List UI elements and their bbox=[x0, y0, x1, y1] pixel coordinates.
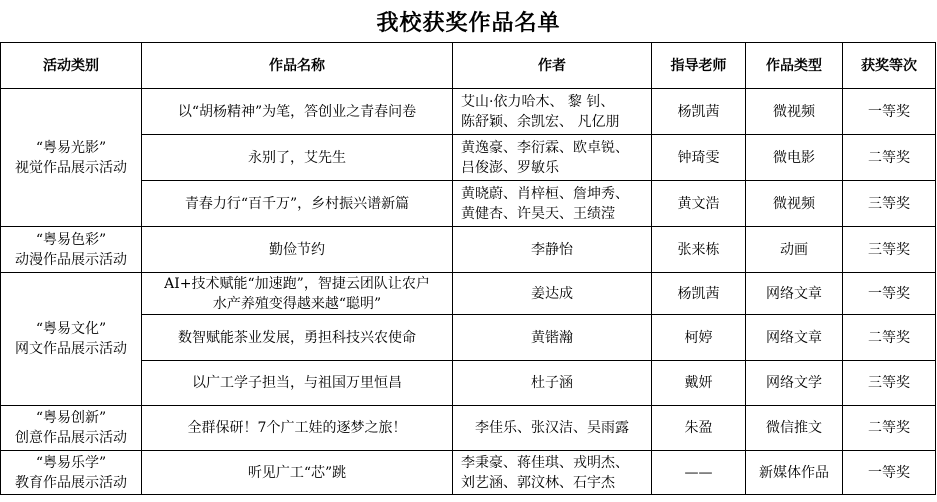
authors-cell: 李佳乐、张汉洁、吴雨露 bbox=[453, 406, 652, 451]
award-table bbox=[0, 42, 936, 495]
work-cell: 以广工学子担当，与祖国万里恒昌 bbox=[142, 361, 453, 406]
teacher-cell: 张来栋 bbox=[652, 227, 746, 273]
authors-cell: 李静怡 bbox=[453, 227, 652, 273]
work-cell: 听见广工“芯”跳 bbox=[142, 451, 453, 495]
teacher-cell: 柯婷 bbox=[652, 315, 746, 361]
header-teacher: 指导老师 bbox=[652, 43, 746, 89]
table-row bbox=[1, 181, 936, 227]
page-title: 我校获奖作品名单 bbox=[376, 10, 561, 36]
award-cell: 三等奖 bbox=[843, 181, 936, 227]
teacher-cell: 朱盈 bbox=[652, 406, 746, 451]
header-award: 获奖等次 bbox=[843, 43, 936, 89]
header-work: 作品名称 bbox=[142, 43, 453, 89]
header-row bbox=[1, 43, 936, 89]
teacher-cell: 戴妍 bbox=[652, 361, 746, 406]
table-row bbox=[1, 451, 936, 495]
header-type: 作品类型 bbox=[746, 43, 843, 89]
table-row bbox=[1, 135, 936, 181]
category-cell: “粤易乐学” 教育作品展示活动 bbox=[1, 451, 142, 495]
award-cell: 二等奖 bbox=[843, 315, 936, 361]
work-cell: 数智赋能茶业发展，勇担科技兴农使命 bbox=[142, 315, 453, 361]
table-row bbox=[1, 315, 936, 361]
category-cell: “粤易文化” 网文作品展示活动 bbox=[1, 273, 142, 406]
teacher-cell: 杨凯茜 bbox=[652, 89, 746, 135]
type-cell: 微视频 bbox=[746, 181, 843, 227]
authors-cell: 黄逸豪、李衍霖、欧卓锐、 吕俊澎、罗敏乐 bbox=[453, 135, 652, 181]
work-cell: AI+技术赋能“加速跑”，智捷云团队让农户 水产养殖变得越来越“聪明” bbox=[142, 273, 453, 315]
authors-cell: 黄晓蔚、肖梓桓、詹坤秀、 黄健杏、许昊天、王绩滢 bbox=[453, 181, 652, 227]
type-cell: 微视频 bbox=[746, 89, 843, 135]
table-row bbox=[1, 273, 936, 315]
type-cell: 新媒体作品 bbox=[746, 451, 843, 495]
award-cell: 一等奖 bbox=[843, 273, 936, 315]
type-cell: 网络文学 bbox=[746, 361, 843, 406]
work-cell: 永别了，艾先生 bbox=[142, 135, 453, 181]
header-category: 活动类别 bbox=[1, 43, 142, 89]
teacher-cell: 杨凯茜 bbox=[652, 273, 746, 315]
authors-cell: 黄锴瀚 bbox=[453, 315, 652, 361]
category-cell: “粤易色彩” 动漫作品展示活动 bbox=[1, 227, 142, 273]
category-cell: “粤易光影” 视觉作品展示活动 bbox=[1, 89, 142, 227]
work-cell: 全群保研！7个广工娃的逐梦之旅！ bbox=[142, 406, 453, 451]
teacher-cell: 黄文浩 bbox=[652, 181, 746, 227]
category-cell: “粤易创新” 创意作品展示活动 bbox=[1, 406, 142, 451]
authors-cell: 艾山·依力哈木、 黎 钊、 陈舒颖、余凯宏、 凡亿朋 bbox=[453, 89, 652, 135]
work-cell: 勤俭节约 bbox=[142, 227, 453, 273]
type-cell: 网络文章 bbox=[746, 273, 843, 315]
authors-cell: 杜子涵 bbox=[453, 361, 652, 406]
teacher-cell: 钟琦雯 bbox=[652, 135, 746, 181]
type-cell: 动画 bbox=[746, 227, 843, 273]
award-cell: 一等奖 bbox=[843, 89, 936, 135]
table-row bbox=[1, 406, 936, 451]
table-row bbox=[1, 89, 936, 135]
teacher-cell: —— bbox=[652, 451, 746, 495]
work-cell: 以“胡杨精神”为笔，答创业之青春问卷 bbox=[142, 89, 453, 135]
type-cell: 网络文章 bbox=[746, 315, 843, 361]
award-cell: 三等奖 bbox=[843, 361, 936, 406]
table-row bbox=[1, 361, 936, 406]
award-cell: 三等奖 bbox=[843, 227, 936, 273]
work-cell: 青春力行“百千万”，乡村振兴谱新篇 bbox=[142, 181, 453, 227]
type-cell: 微信推文 bbox=[746, 406, 843, 451]
award-cell: 二等奖 bbox=[843, 135, 936, 181]
type-cell: 微电影 bbox=[746, 135, 843, 181]
authors-cell: 姜达成 bbox=[453, 273, 652, 315]
header-authors: 作者 bbox=[453, 43, 652, 89]
award-cell: 二等奖 bbox=[843, 406, 936, 451]
table-row bbox=[1, 227, 936, 273]
authors-cell: 李秉豪、蒋佳琪、戎明杰、 刘艺涵、郭汶林、石宇杰 bbox=[453, 451, 652, 495]
award-cell: 一等奖 bbox=[843, 451, 936, 495]
